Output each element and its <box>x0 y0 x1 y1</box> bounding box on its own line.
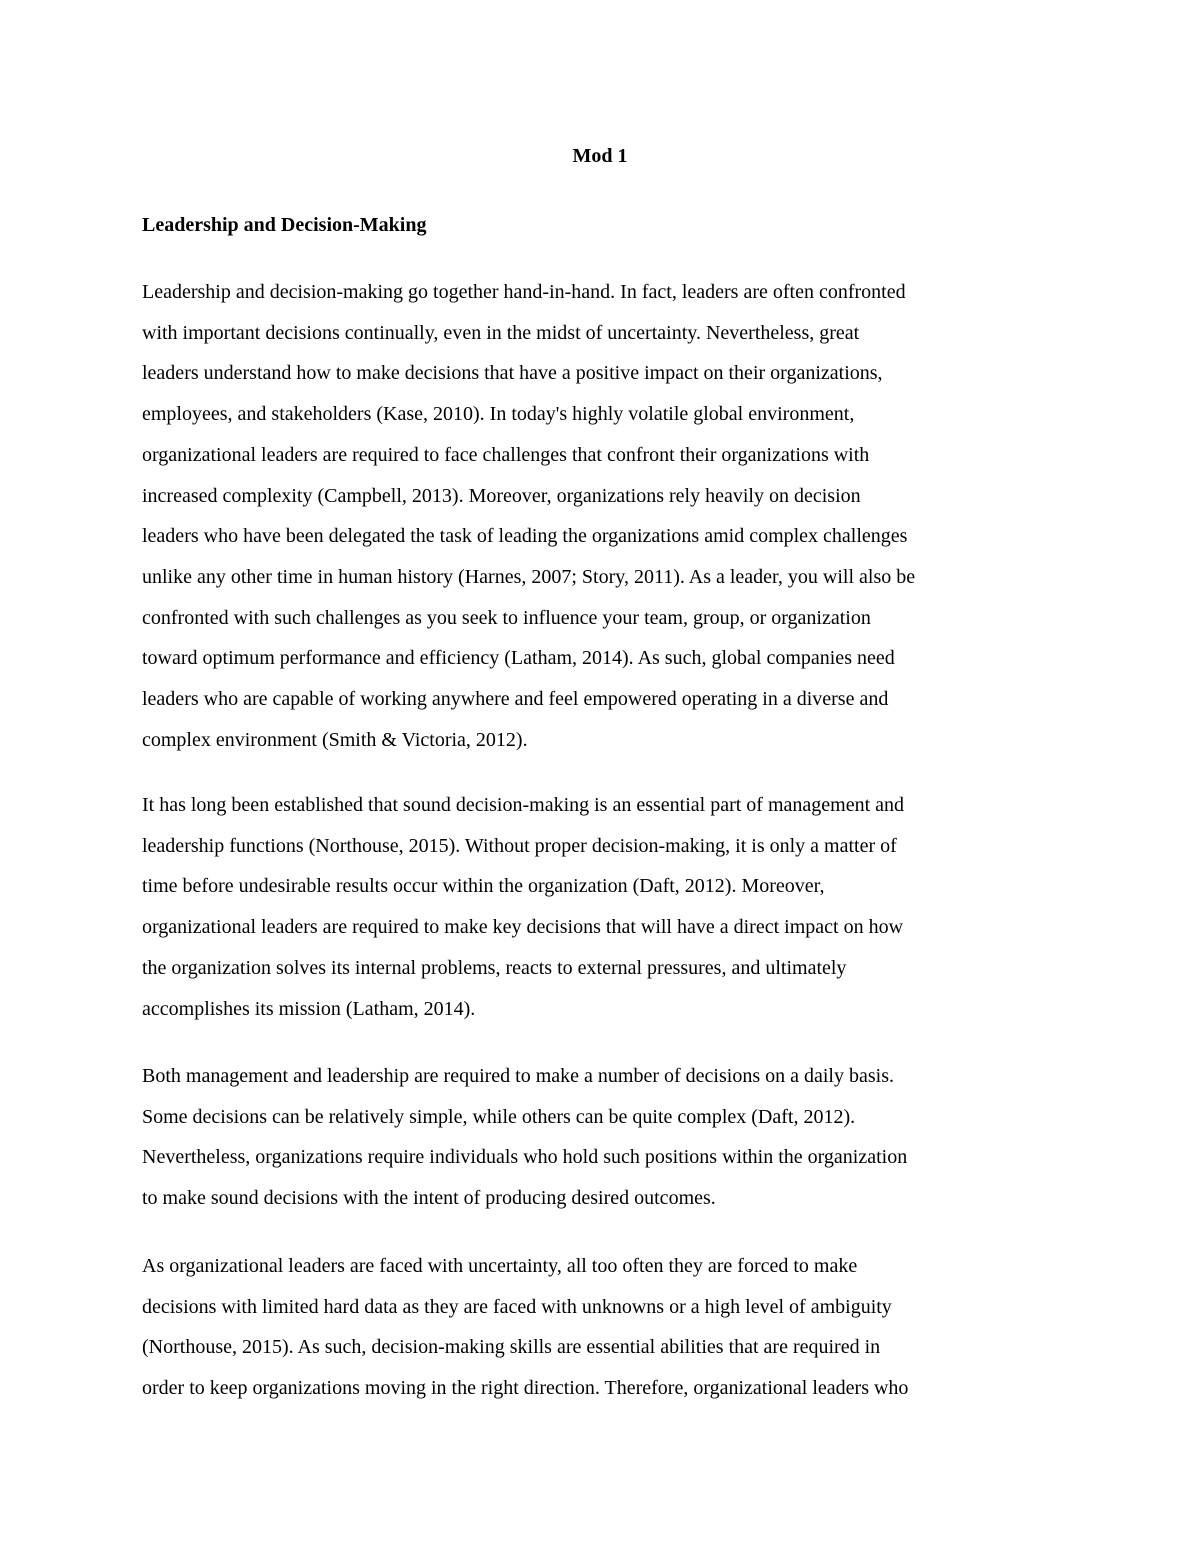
section-heading: Leadership and Decision-Making <box>142 214 427 236</box>
paragraph-line: order to keep organizations moving in the right direction. Therefore, organizational leaders who <box>142 1377 909 1400</box>
paragraph-line: organizational leaders are required to face challenges that confront their organizations with <box>142 443 870 466</box>
paragraph-line: leaders who are capable of working anywhere and feel empowered operating in a diverse and <box>142 688 889 711</box>
paragraph-line: increased complexity (Campbell, 2013). Moreover, organizations rely heavily on decision <box>142 484 861 507</box>
document-title: Mod 1 <box>572 145 628 167</box>
paragraph-line: leaders who have been delegated the task of leading the organizations amid complex challenges <box>142 525 908 548</box>
paragraph-line: to make sound decisions with the intent of producing desired outcomes. <box>142 1187 716 1210</box>
paragraph-line: leaders understand how to make decisions that have a positive impact on their organizations, <box>142 362 883 385</box>
paragraph-line: complex environment (Smith & Victoria, 2012). <box>142 728 528 751</box>
paragraph-3 <box>142 1056 1062 1219</box>
paragraph-line: Both management and leadership are required to make a number of decisions on a daily basis. <box>142 1065 894 1087</box>
paragraph-line: confronted with such challenges as you seek to influence your team, group, or organization <box>142 606 871 629</box>
paragraph-line: accomplishes its mission (Latham, 2014). <box>142 997 476 1020</box>
paragraph-line: organizational leaders are required to make key decisions that will have a direct impact on how <box>142 916 904 939</box>
paragraph-line: toward optimum performance and efficiency (Latham, 2014). As such, global companies need <box>142 647 895 670</box>
paragraph-line: Leadership and decision-making go together hand-in-hand. In fact, leaders are often confronted <box>142 281 906 303</box>
paragraph-line: time before undesirable results occur within the organization (Daft, 2012). Moreover, <box>142 875 825 898</box>
paragraph-2 <box>142 785 1062 1029</box>
paragraph-line: with important decisions continually, even in the midst of uncertainty. Nevertheless, great <box>142 321 860 344</box>
paragraph-line: Nevertheless, organizations require individuals who hold such positions within the organization <box>142 1146 908 1169</box>
paragraph-4 <box>142 1246 1062 1409</box>
paragraph-line: leadership functions (Northouse, 2015). Without proper decision-making, it is only a matter of <box>142 834 897 857</box>
paragraph-line: Some decisions can be relatively simple, while others can be quite complex (Daft, 2012). <box>142 1105 856 1128</box>
paragraph-line: (Northouse, 2015). As such, decision-making skills are essential abilities that are required in <box>142 1336 881 1359</box>
paragraph-line: decisions with limited hard data as they are faced with unknowns or a high level of ambiguity <box>142 1295 892 1318</box>
paragraph-1 <box>142 272 1062 760</box>
paragraph-line: unlike any other time in human history (Harnes, 2007; Story, 2011). As a leader, you will also be <box>142 565 916 588</box>
paragraph-line: As organizational leaders are faced with uncertainty, all too often they are forced to make <box>142 1255 858 1277</box>
paragraph-line: the organization solves its internal problems, reacts to external pressures, and ultimately <box>142 956 847 979</box>
paragraph-line: employees, and stakeholders (Kase, 2010). In today's highly volatile global environment, <box>142 403 855 426</box>
paragraph-line: It has long been established that sound decision-making is an essential part of management and <box>142 794 905 816</box>
